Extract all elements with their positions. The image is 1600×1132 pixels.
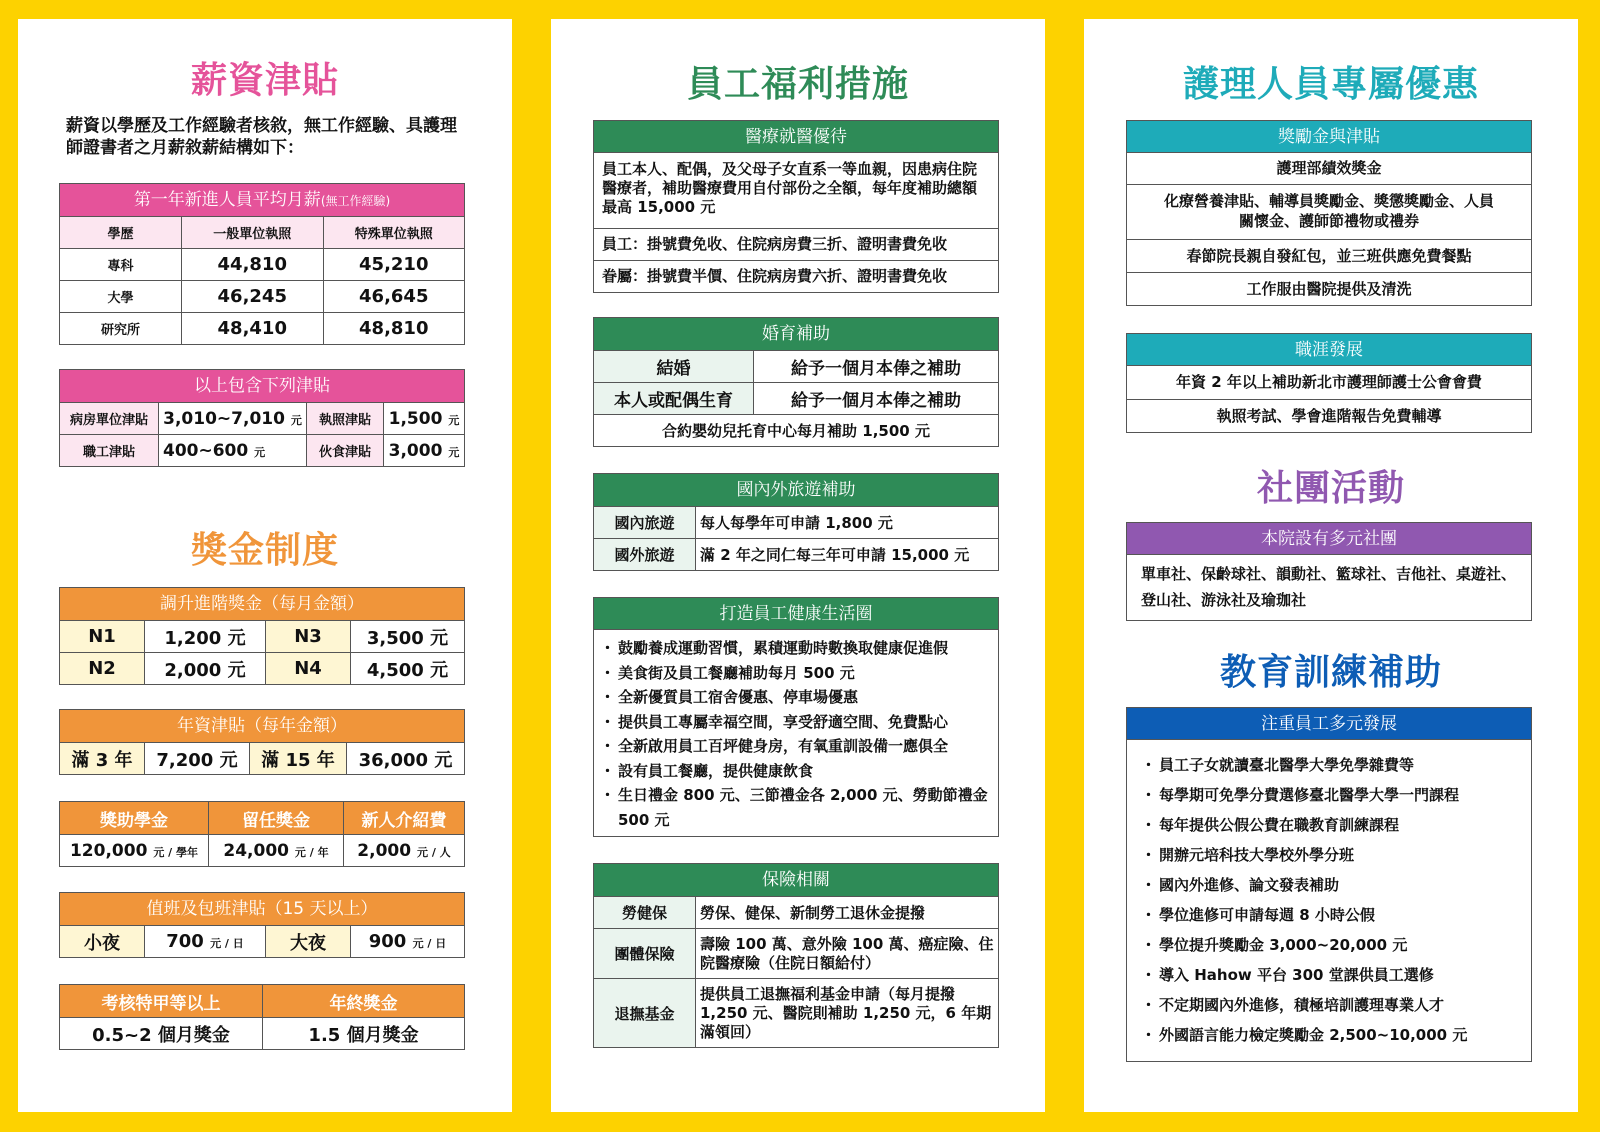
health-list	[600, 636, 990, 832]
table-row: 病房單位津貼 3,010~7,010 元 執照津貼 1,500 元	[60, 403, 465, 435]
career-item: 執照考試、學會進階報告免費輔導	[1126, 400, 1532, 433]
bonus-title: 獎金制度	[190, 530, 339, 571]
table-row: 120,000 元 / 學年 24,000 元 / 年 2,000 元 / 人	[60, 835, 465, 867]
list-item: ・ 每學期可免學分費選修臺北醫學大學一門課程	[1141, 780, 1523, 810]
nurse-title: 護理人員專屬優惠	[1182, 64, 1479, 105]
marriage-title: 婚育補助	[593, 317, 999, 350]
senior-table	[59, 709, 465, 775]
travel-title: 國內外旅遊補助	[593, 473, 999, 506]
club-title: 社團活動	[1256, 468, 1405, 509]
col-education: 學歷	[60, 217, 182, 249]
list-item: ・ 國內外進修、論文發表補助	[1141, 870, 1523, 900]
award-item: 護理部績效獎金	[1126, 153, 1532, 185]
edu-box	[1126, 707, 1532, 1062]
table-row: 合約嬰幼兒托育中心每月補助 1,500 元	[594, 415, 999, 447]
list-item: ・ 學位進修可申請每週 8 小時公假	[1141, 900, 1523, 930]
edu-list	[1141, 750, 1523, 1050]
list-item: ・ 導入 Hahow 平台 300 堂課供員工選修	[1141, 960, 1523, 990]
medical-item: 員工：掛號費免收、住院病房費三折、證明書費免收	[593, 229, 999, 261]
insurance-title: 保險相關	[593, 863, 999, 896]
table-row: 團體保險 壽險 100 萬、意外險 100 萬、癌症險、住院醫療險（住院日額給付）	[594, 929, 999, 979]
award-item: 春節院長親自發紅包，並三班供應免費餐點	[1126, 240, 1532, 273]
salary-title: 薪資津貼	[190, 60, 339, 101]
senior-title: 年資津貼（每年金額）	[59, 709, 465, 742]
career-box	[1126, 333, 1532, 433]
medical-item: 員工本人、配偶，及父母子女直系一等血親，因患病住院醫療者，補助醫療費用自付部份之全額，每年度補助總額最高 15,000 元	[593, 153, 999, 229]
table-row: 大學 46,245 46,645	[60, 281, 465, 313]
promo-table	[59, 587, 465, 685]
table-row: N1 1,200 元 N3 3,500 元	[60, 621, 465, 653]
welfare-title: 員工福利措施	[686, 64, 909, 105]
club-box	[1126, 522, 1532, 621]
health-box	[593, 597, 999, 837]
panel-salary-bonus	[18, 19, 512, 1112]
list-item: ・ 不定期國內外進修，積極培訓護理專業人才	[1141, 990, 1523, 1020]
travel-box	[593, 473, 999, 571]
list-item: ・ 全新優質員工宿舍優惠、停車場優惠	[600, 685, 990, 710]
list-item: ・ 生日禮金 800 元、三節禮金各 2,000 元、勞動節禮金 500 元	[600, 783, 990, 832]
col-special: 特殊單位執照	[323, 217, 465, 249]
list-item: ・ 外國語言能力檢定獎勵金 2,500~10,000 元	[1141, 1020, 1523, 1050]
career-item: 年資 2 年以上補助新北市護理師護士公會會費	[1126, 366, 1532, 400]
table-row: 職工津貼 400~600 元 伙食津貼 3,000 元	[60, 435, 465, 467]
allowance-table	[59, 369, 465, 467]
medical-title: 醫療就醫優待	[593, 120, 999, 153]
health-title: 打造員工健康生活圈	[593, 597, 999, 630]
table-row: 研究所 48,410 48,810	[60, 313, 465, 345]
list-item: ・ 提供員工專屬幸福空間，享受舒適空間、免費點心	[600, 710, 990, 735]
list-item: ・ 學位提升獎勵金 3,000~20,000 元	[1141, 930, 1523, 960]
allowance-title: 以上包含下列津貼	[59, 369, 465, 402]
medical-box	[593, 120, 999, 293]
club-text: 單車社、保齡球社、韻動社、籃球社、吉他社、桌遊社、登山社、游泳社及瑜珈社	[1126, 555, 1532, 621]
insurance-box	[593, 863, 999, 1048]
edu-title: 教育訓練補助	[1219, 652, 1442, 693]
list-item: ・ 開辦元培科技大學校外學分班	[1141, 840, 1523, 870]
club-box-title: 本院設有多元社團	[1126, 522, 1532, 555]
shift-title: 值班及包班津貼（15 天以上）	[59, 892, 465, 925]
salary-table	[59, 183, 465, 345]
promo-title: 調升進階獎金（每月金額）	[59, 587, 465, 620]
col-general: 一般單位執照	[182, 217, 324, 249]
table-row: 專科 44,810 45,210	[60, 249, 465, 281]
career-title: 職涯發展	[1126, 333, 1532, 366]
table-row: 退撫基金 提供員工退撫福利基金申請（每月提撥 1,250 元、醫院則補助 1,250 元，6 年期滿領回）	[594, 979, 999, 1048]
marriage-box	[593, 317, 999, 447]
panel-welfare	[551, 19, 1045, 1112]
scholarship-table: 獎助學金 留任獎金 新人介紹費 120,000 元 / 學年 24,000 元 / 年 2,000 元 / 人	[59, 801, 465, 867]
list-item: ・ 每年提供公假公費在職教育訓練課程	[1141, 810, 1523, 840]
year-end-table: 考核特甲等以上 年終獎金 0.5~2 個月獎金 1.5 個月獎金	[59, 984, 465, 1050]
table-row: 勞健保 勞保、健保、新制勞工退休金提撥	[594, 897, 999, 929]
table-row: 國外旅遊 滿 2 年之同仁每三年可申請 15,000 元	[594, 539, 999, 571]
list-item: ・ 全新啟用員工百坪健身房，有氧重訓設備一應俱全	[600, 734, 990, 759]
table-row: 小夜 700 元 / 日 大夜 900 元 / 日	[60, 926, 465, 958]
table-row: 0.5~2 個月獎金 1.5 個月獎金	[60, 1018, 465, 1050]
edu-box-title: 注重員工多元發展	[1126, 707, 1532, 740]
table-row: 結婚 給予一個月本俸之補助	[594, 351, 999, 383]
list-item: ・ 員工子女就讀臺北醫學大學免學雜費等	[1141, 750, 1523, 780]
medical-item: 眷屬：掛號費半價、住院病房費六折、證明書費免收	[593, 261, 999, 293]
table-row: 本人或配偶生育 給予一個月本俸之補助	[594, 383, 999, 415]
panel-nurse	[1084, 19, 1578, 1112]
table-row: 滿 3 年 7,200 元 滿 15 年 36,000 元	[60, 743, 465, 775]
award-box	[1126, 120, 1532, 306]
shift-table	[59, 892, 465, 958]
list-item: ・ 設有員工餐廳，提供健康飲食	[600, 759, 990, 784]
table-row: 國內旅遊 每人每學年可申請 1,800 元	[594, 507, 999, 539]
table-row: N2 2,000 元 N4 4,500 元	[60, 653, 465, 685]
award-item: 化療營養津貼、輔導員獎勵金、獎懲獎勵金、人員關懷金、護師節禮物或禮券	[1126, 185, 1532, 240]
list-item: ・ 美食街及員工餐廳補助每月 500 元	[600, 661, 990, 686]
award-title: 獎勵金與津貼	[1126, 120, 1532, 153]
salary-table-title: 第一年新進人員平均月薪(無工作經驗)	[59, 183, 465, 216]
salary-intro: 薪資以學歷及工作經驗者核敘，無工作經驗、具護理師證書者之月薪敘薪結構如下：	[66, 116, 457, 158]
list-item: ・ 鼓勵養成運動習慣，累積運動時數換取健康促進假	[600, 636, 990, 661]
award-item: 工作服由醫院提供及清洗	[1126, 273, 1532, 306]
